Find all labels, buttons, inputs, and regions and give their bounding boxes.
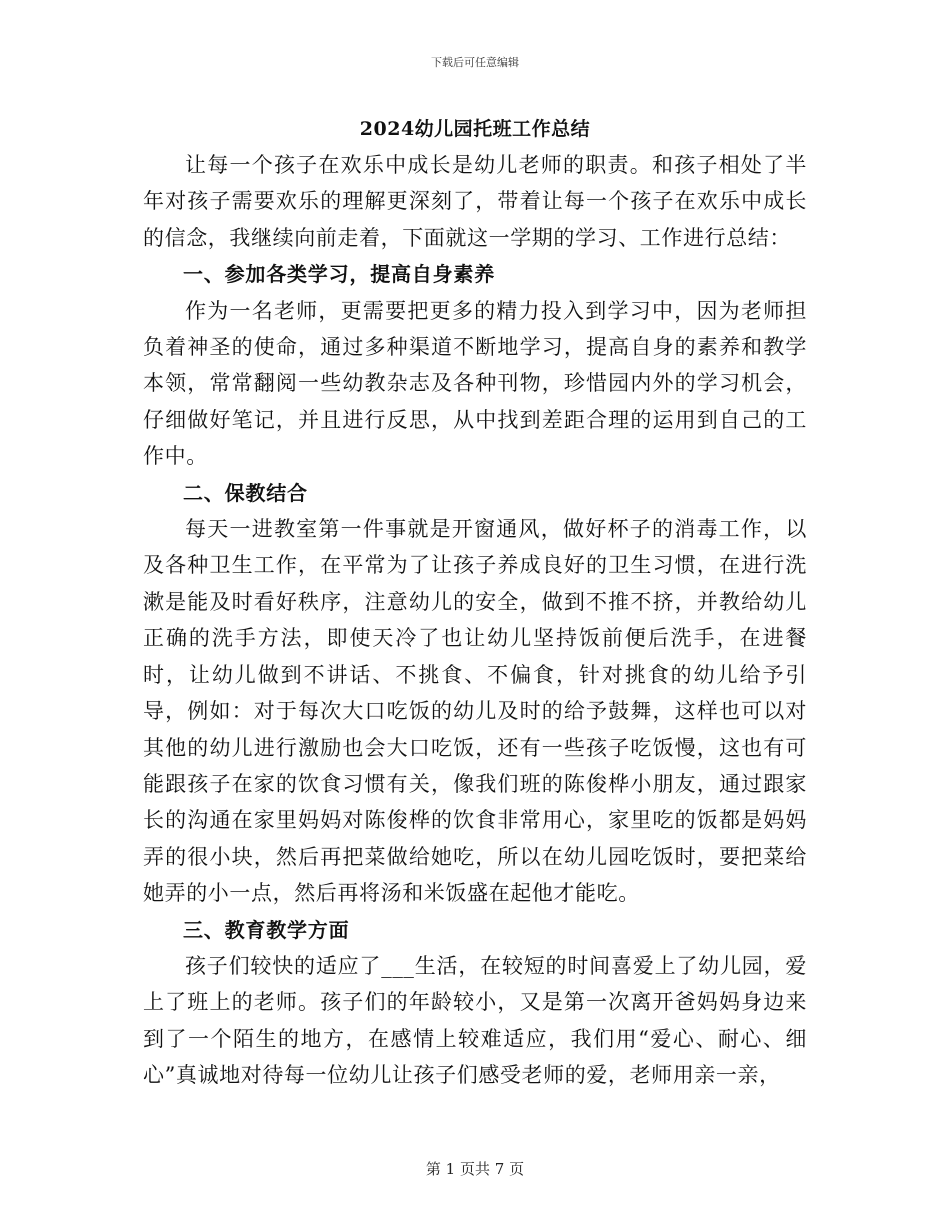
page-header: 下载后可任意编辑 xyxy=(431,56,519,69)
document-body xyxy=(143,147,807,1094)
section-paragraph-3: 孩子们较快的适应了___生活，在较短的时间喜爱上了幼儿园，爱上了班上的老师。孩子们的年龄较小，又是第一次离开爸妈妈身边来到了一个陌生的地方，在感情上较难适应，我们用“爱心、耐心、细心”真诚地对待每一位幼儿让孩子们感受老师的爱，老师用亲一亲， xyxy=(143,953,807,1088)
section-heading-1: 一、参加各类学习，提高自身素养 xyxy=(183,262,495,287)
page-number: 第 1 页共 7 页 xyxy=(425,1160,525,1178)
document-title: 2024幼儿园托班工作总结 xyxy=(359,118,591,140)
section-heading-2: 二、保教结合 xyxy=(183,480,308,505)
intro-paragraph: 让每一个孩子在欢乐中成长是幼儿老师的职责。和孩子相处了半年对孩子需要欢乐的理解更深刻了，带着让每一个孩子在欢乐中成长的信念，我继续向前走着，下面就这一学期的学习、工作进行总结： xyxy=(143,153,807,250)
section-paragraph-2: 每天一进教室第一件事就是开窗通风，做好杯子的消毒工作，以及各种卫生工作，在平常为了让孩子养成良好的卫生习惯，在进行洗漱是能及时看好秩序，注意幼儿的安全，做到不推不挤，并教给幼儿正确的洗手方法，即使天冷了也让幼儿坚持饭前便后洗手，在进餐时，让幼儿做到不讲话、不挑食、不偏食，针对挑食的幼儿给予引导，例如：对于每次大口吃饭的幼儿及时的给予鼓舞，这样也可以对其他的幼儿进行激励也会大口吃饭，还有一些孩子吃饭慢，这也有可能跟孩子在家的饮食习惯有关，像我们班的陈俊桦小朋友，通过跟家长的沟通在家里妈妈对陈俊桦的饮食非常用心，家里吃的饭都是妈妈弄的很小块，然后再把菜做给她吃，所以在幼儿园吃饭时，要把菜给她弄的小一点，然后再将汤和米饭盛在起他才能吃。 xyxy=(143,517,807,906)
section-paragraph-1: 作为一名老师，更需要把更多的精力投入到学习中，因为老师担负着神圣的使命，通过多种渠道不断地学习，提高自身的素养和教学本领，常常翻阅一些幼教杂志及各种刊物，珍惜园内外的学习机会，仔细做好笔记，并且进行反思，从中找到差距合理的运用到自己的工作中。 xyxy=(143,298,807,469)
section-heading-3: 三、教育教学方面 xyxy=(183,917,350,942)
